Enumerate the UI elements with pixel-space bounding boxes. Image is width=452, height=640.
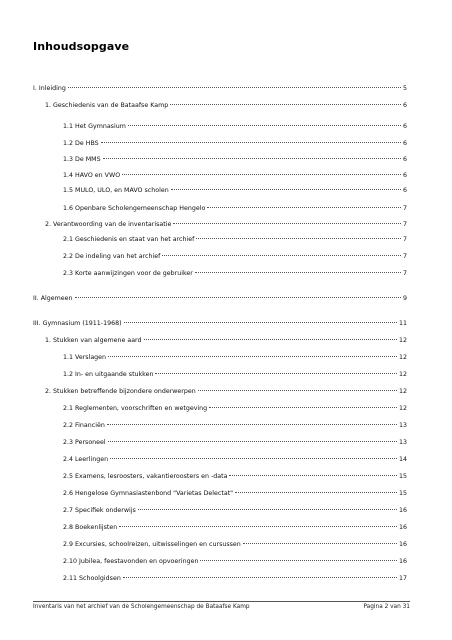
toc-entry-page-number: 7 xyxy=(402,205,407,212)
toc-entry-page-number: 15 xyxy=(398,490,407,497)
toc-entry-page-number: 6 xyxy=(402,172,407,179)
footer-divider xyxy=(33,601,410,602)
toc-entry[interactable] xyxy=(33,319,407,328)
toc-entry-label: 2.3 Korte aanwijzingen voor de gebruiker xyxy=(63,270,193,277)
toc-dot-leader xyxy=(107,424,397,425)
toc-dot-leader xyxy=(195,272,401,273)
toc-dot-leader xyxy=(144,339,397,340)
toc-entry[interactable] xyxy=(33,294,407,303)
toc-dot-leader xyxy=(171,189,401,190)
toc-entry[interactable] xyxy=(63,404,407,413)
toc-entry-page-number: 13 xyxy=(398,422,407,429)
toc-entry-page-number: 12 xyxy=(398,405,407,412)
toc-entry-label: 2.2 Financiën xyxy=(63,422,105,429)
toc-entry-page-number: 16 xyxy=(398,507,407,514)
toc-entry-label: 1. Geschiedenis van de Bataafse Kamp xyxy=(45,102,169,109)
toc-dot-leader xyxy=(229,475,397,476)
toc-dot-leader xyxy=(138,509,397,510)
toc-entry[interactable] xyxy=(63,472,407,481)
toc-entry-label: 2.8 Boekenlijsten xyxy=(63,524,118,531)
toc-entry[interactable] xyxy=(33,84,407,93)
toc-entry[interactable] xyxy=(45,336,407,345)
toc-entry[interactable] xyxy=(63,353,407,362)
toc-dot-leader xyxy=(162,255,401,256)
toc-entry[interactable] xyxy=(63,574,407,583)
toc-entry-page-number: 15 xyxy=(398,473,407,480)
toc-dot-leader xyxy=(101,142,401,143)
toc-entry-label: 2.2 De indeling van het archief xyxy=(63,253,161,260)
toc-dot-leader xyxy=(119,526,397,527)
toc-entry[interactable] xyxy=(63,523,407,532)
toc-dot-leader xyxy=(123,577,397,578)
toc-entry-label: 1.3 De MMS xyxy=(63,156,101,163)
toc-entry-page-number: 7 xyxy=(402,236,407,243)
toc-entry-label: III. Gymnasium (1911-1968) xyxy=(33,320,122,327)
toc-entry-page-number: 5 xyxy=(402,85,407,92)
toc-entry-page-number: 7 xyxy=(402,221,407,228)
toc-dot-leader xyxy=(110,458,397,459)
toc-dot-leader xyxy=(198,390,397,391)
toc-entry[interactable] xyxy=(63,269,407,278)
toc-entry-label: 2.5 Examens, lesroosters, vakantieroosters en -data xyxy=(63,473,228,480)
toc-entry-label: 1.6 Openbare Scholengemeenschap Hengelo xyxy=(63,205,206,212)
toc-entry-page-number: 16 xyxy=(398,541,407,548)
toc-dot-leader xyxy=(243,543,397,544)
toc-entry-page-number: 14 xyxy=(398,456,407,463)
page-title: Inhoudsopgave xyxy=(33,40,130,53)
toc-entry-page-number: 12 xyxy=(398,354,407,361)
toc-entry[interactable] xyxy=(63,370,407,379)
toc-entry-page-number: 13 xyxy=(398,439,407,446)
toc-entry-page-number: 12 xyxy=(398,371,407,378)
toc-entry-page-number: 7 xyxy=(402,270,407,277)
page-footer xyxy=(33,604,410,610)
toc-entry-label: II. Algemeen xyxy=(33,295,73,302)
toc-dot-leader xyxy=(173,223,401,224)
toc-entry-label: 2.1 Geschiedenis en staat van het archief xyxy=(63,236,195,243)
toc-entry-label: 1.4 HAVO en VWO xyxy=(63,172,121,179)
toc-dot-leader xyxy=(75,297,401,298)
toc-dot-leader xyxy=(200,560,397,561)
toc-entry[interactable] xyxy=(63,252,407,261)
toc-entry[interactable] xyxy=(63,235,407,244)
toc-entry-label: 2.9 Excursies, schoolreizen, uitwisselingen en cursussen xyxy=(63,541,241,548)
toc-entry-page-number: 17 xyxy=(398,575,407,582)
toc-entry[interactable] xyxy=(63,540,407,549)
toc-entry[interactable] xyxy=(63,455,407,464)
toc-dot-leader xyxy=(122,174,401,175)
toc-entry-page-number: 6 xyxy=(402,156,407,163)
toc-entry-label: 1.2 In- en uitgaande stukken xyxy=(63,371,154,378)
toc-entry-label: 2.3 Personeel xyxy=(63,439,106,446)
toc-dot-leader xyxy=(128,125,401,126)
toc-dot-leader xyxy=(170,104,401,105)
toc-dot-leader xyxy=(108,356,397,357)
toc-entry-page-number: 6 xyxy=(402,187,407,194)
toc-entry-page-number: 16 xyxy=(398,524,407,531)
toc-entry-label: 2.4 Leerlingen xyxy=(63,456,109,463)
toc-entry[interactable] xyxy=(63,489,407,498)
toc-entry-label: 2.7 Specifiek onderwijs xyxy=(63,507,136,514)
toc-entry[interactable] xyxy=(45,220,407,229)
toc-entry[interactable] xyxy=(45,101,407,110)
toc-entry-page-number: 6 xyxy=(402,102,407,109)
toc-entry-page-number: 12 xyxy=(398,388,407,395)
toc-entry-label: 2.11 Schoolgidsen xyxy=(63,575,121,582)
toc-entry-label: 2.6 Hengelose Gymnasiastenbond "Varietas Delectat" xyxy=(63,490,234,497)
toc-entry-label: 2.1 Reglementen, voorschriften en wetgeving xyxy=(63,405,208,412)
toc-entry[interactable] xyxy=(63,139,407,148)
toc-entry[interactable] xyxy=(63,122,407,131)
toc-entry[interactable] xyxy=(63,438,407,447)
toc-entry-label: 2. Stukken betreffende bijzondere onderwerpen xyxy=(45,388,196,395)
toc-entry-page-number: 7 xyxy=(402,253,407,260)
toc-dot-leader xyxy=(124,322,397,323)
toc-entry[interactable] xyxy=(63,204,407,213)
toc-entry-label: 1.2 De HBS xyxy=(63,140,99,147)
toc-entry-page-number: 6 xyxy=(402,140,407,147)
toc-entry-page-number: 12 xyxy=(398,337,407,344)
toc-dot-leader xyxy=(207,207,401,208)
toc-entry-label: 2.10 Jubilea, feestavonden en opvoeringen xyxy=(63,558,199,565)
toc-dot-leader xyxy=(68,87,401,88)
toc-dot-leader xyxy=(196,238,401,239)
toc-dot-leader xyxy=(108,441,397,442)
toc-entry[interactable] xyxy=(63,155,407,164)
toc-entry[interactable] xyxy=(45,387,407,396)
toc-entry-label: 1. Stukken van algemene aard xyxy=(45,337,142,344)
toc-entry[interactable] xyxy=(63,171,407,180)
toc-dot-leader xyxy=(235,492,397,493)
toc-entry[interactable] xyxy=(63,506,407,515)
toc-entry-label: 1.1 Verslagen xyxy=(63,354,107,361)
toc-entry-page-number: 6 xyxy=(402,123,407,130)
toc-entry[interactable] xyxy=(63,186,407,195)
toc-entry-page-number: 16 xyxy=(398,558,407,565)
toc-entry-label: 2. Verantwoording van de inventarisatie xyxy=(45,221,172,228)
toc-dot-leader xyxy=(155,373,397,374)
toc-entry-page-number: 9 xyxy=(402,295,407,302)
toc-dot-leader xyxy=(103,158,401,159)
toc-entry-label: 1.5 MULO, ULO, en MAVO scholen xyxy=(63,187,169,194)
toc-entry-label: I. Inleiding xyxy=(33,85,66,92)
toc-entry-label: 1.1 Het Gymnasium xyxy=(63,123,126,130)
toc-entry[interactable] xyxy=(63,421,407,430)
footer-page-number: Pagina 2 van 31 xyxy=(363,604,410,610)
toc-dot-leader xyxy=(209,407,397,408)
footer-title: Inventaris van het archief van de Scholengemeenschap de Bataafse Kamp xyxy=(33,604,250,610)
toc-entry[interactable] xyxy=(63,557,407,566)
toc-entry-page-number: 11 xyxy=(398,320,407,327)
